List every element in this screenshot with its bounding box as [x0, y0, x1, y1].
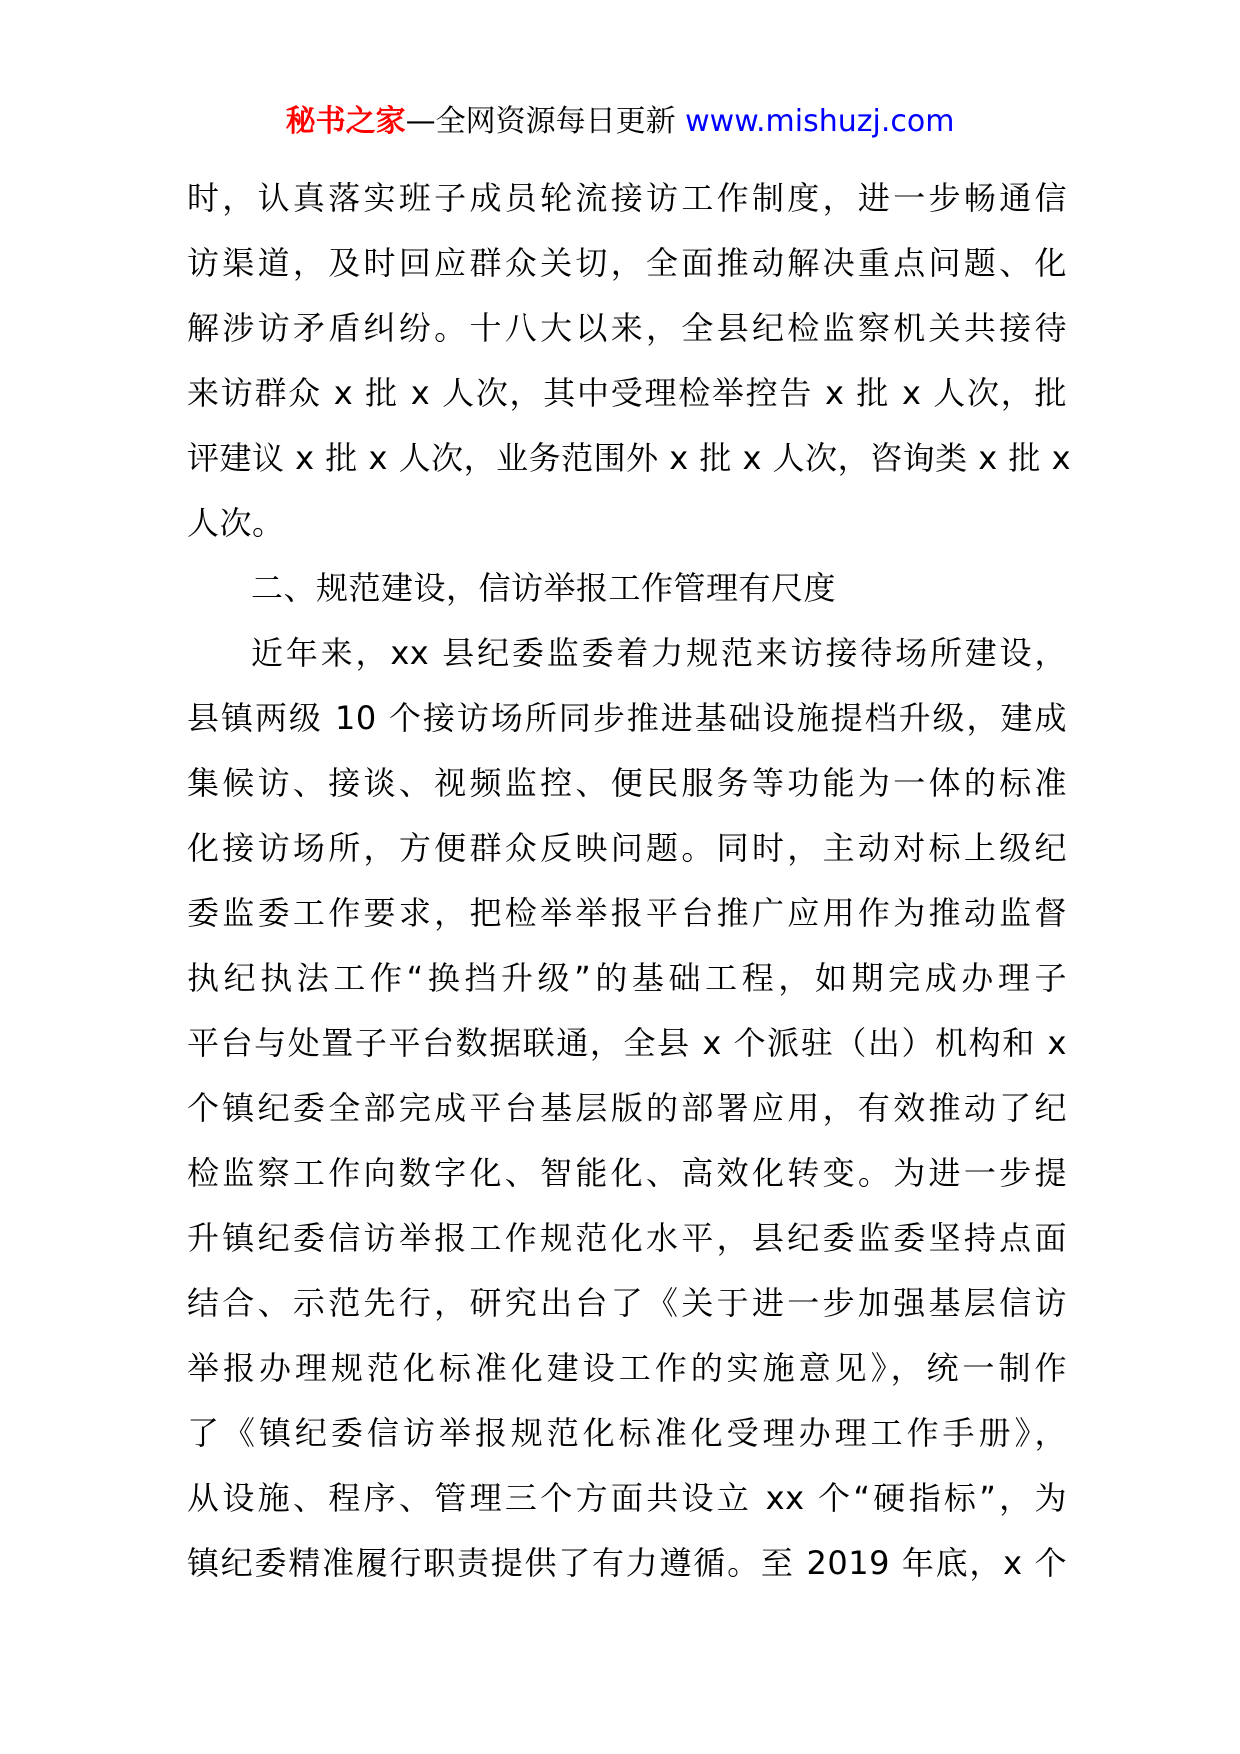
text-line: 时，认真落实班子成员轮流接访工作制度，进一步畅通信: [187, 179, 1067, 217]
text-line: 平台与处置子平台数据联通，全县 x 个派驻（出）机构和 x: [187, 1024, 1067, 1062]
text-line: 执纪执法工作“换挡升级”的基础工程，如期完成办理子: [187, 959, 1067, 997]
text-line: 集候访、接谈、视频监控、便民服务等功能为一体的标准: [187, 764, 1067, 802]
text-line: 从设施、程序、管理三个方面共设立 xx 个“硬指标”，为: [187, 1479, 1067, 1517]
brand-name: 秘书之家: [285, 104, 406, 139]
text-line: 结合、示范先行，研究出台了《关于进一步加强基层信访: [187, 1284, 1067, 1322]
text-line: 近年来，xx 县纪委监委着力规范来访接待场所建设，: [251, 634, 1067, 672]
text-line: 县镇两级 10 个接访场所同步推进基础设施提档升级，建成: [187, 699, 1067, 737]
text-line: 评建议 x 批 x 人次，业务范围外 x 批 x 人次，咨询类 x 批 x: [187, 439, 1072, 477]
text-line: 解涉访矛盾纠纷。十八大以来，全县纪检监察机关共接待: [187, 309, 1067, 347]
text-line: 镇纪委精准履行职责提供了有力遵循。至 2019 年底，x 个: [187, 1544, 1067, 1582]
text-line: 了《镇纪委信访举报规范化标准化受理办理工作手册》，: [187, 1414, 1067, 1452]
text-line: 举报办理规范化标准化建设工作的实施意见》，统一制作: [187, 1349, 1067, 1387]
header-tagline: —全网资源每日更新: [405, 104, 676, 139]
text-line: 来访群众 x 批 x 人次，其中受理检举控告 x 批 x 人次，批: [187, 374, 1067, 412]
page-header: [0, 100, 1240, 144]
website-link[interactable]: www.mishuzj.com: [685, 104, 955, 139]
document-body: [187, 166, 1072, 1596]
section-heading: 二、规范建设，信访举报工作管理有尺度: [251, 569, 837, 607]
text-line: 访渠道，及时回应群众关切，全面推动解决重点问题、化: [187, 244, 1067, 282]
text-line: 化接访场所，方便群众反映问题。同时，主动对标上级纪: [187, 829, 1067, 867]
text-line: 委监委工作要求，把检举举报平台推广应用作为推动监督: [187, 894, 1067, 932]
text-line: 人次。: [187, 504, 285, 542]
text-line: 升镇纪委信访举报工作规范化水平，县纪委监委坚持点面: [187, 1219, 1067, 1257]
text-line: 检监察工作向数字化、智能化、高效化转变。为进一步提: [187, 1154, 1067, 1192]
text-line: 个镇纪委全部完成平台基层版的部署应用，有效推动了纪: [187, 1089, 1067, 1127]
